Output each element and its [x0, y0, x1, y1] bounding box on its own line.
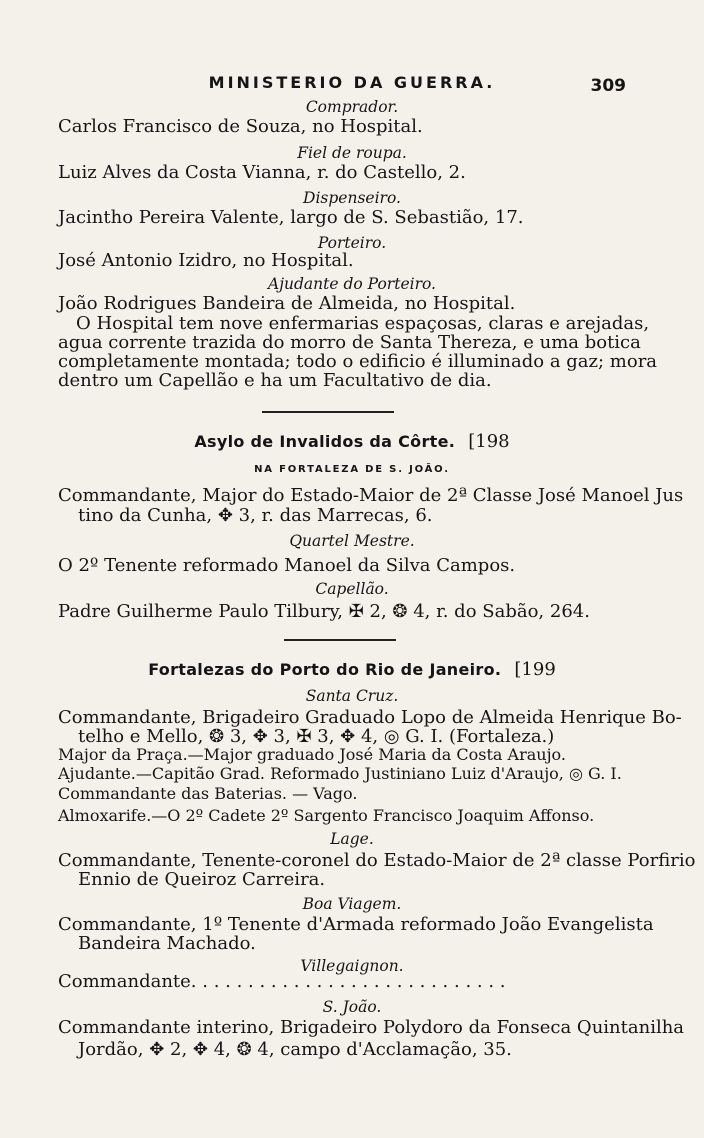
sao-joao-commander-cont: Jordão, ✥ 2, ✥ 4, ❂ 4, campo d'Acclamação, 35.: [78, 1039, 512, 1060]
section-divider: [262, 411, 394, 413]
section-boa-viagem: Boa Viagem.: [302, 895, 402, 913]
hospital-desc-line: O Hospital tem nove enfermarias espaçosas, claras e arejadas,: [76, 313, 650, 334]
fortalezas-heading: [0, 660, 704, 680]
section-villegaignon: Villegaignon.: [300, 957, 404, 975]
santa-cruz-almoxarife: Almoxarife.—O 2º Cadete 2º Sargento Francisco Joaquim Affonso.: [58, 806, 595, 825]
section-santa-cruz: Santa Cruz.: [305, 687, 399, 705]
section-comprador: Comprador.: [305, 98, 399, 116]
hospital-desc-line: completamente montada; todo o edificio é illuminado a gaz; mora: [58, 351, 658, 372]
santa-cruz-baterias: Commandante das Baterias. — Vago.: [58, 784, 358, 803]
section-dispenseiro: Dispenseiro.: [303, 189, 401, 207]
entry-porteiro: José Antonio Izidro, no Hospital.: [58, 250, 354, 271]
entry-comprador: Carlos Francisco de Souza, no Hospital.: [58, 116, 423, 137]
section-porteiro: Porteiro.: [317, 234, 387, 252]
section-ajudante-porteiro: Ajudante do Porteiro.: [268, 275, 436, 293]
santa-cruz-commander: Commandante, Brigadeiro Graduado Lopo de Almeida Henrique Bo-: [58, 707, 682, 728]
lage-commander: Commandante, Tenente-coronel do Estado-Maior de 2ª classe Porfirio: [58, 850, 696, 871]
entry-fiel: Luiz Alves da Costa Vianna, r. do Castello, 2.: [58, 162, 466, 183]
boa-viagem-commander: Commandante, 1º Tenente d'Armada reformado João Evangelista: [58, 914, 654, 935]
santa-cruz-ajudante: Ajudante.—Capitão Grad. Reformado Justiniano Luiz d'Araujo, ◎ G. I.: [58, 764, 622, 783]
entry-capellao: Padre Guilherme Paulo Tilbury, ✠ 2, ❂ 4, r. do Sabão, 264.: [58, 601, 590, 622]
section-divider: [284, 639, 396, 641]
asylo-title: Asylo de Invalidos da Côrte.: [194, 432, 456, 451]
fortalezas-number: [199: [514, 659, 556, 680]
hospital-desc-line: agua corrente trazida do morro de Santa Thereza, e uma botica: [58, 332, 641, 353]
santa-cruz-commander-cont: telho e Mello, ❂ 3, ✥ 3, ✠ 3, ✥ 4, ◎ G. I. (Fortaleza.): [78, 726, 555, 747]
boa-viagem-commander-cont: Bandeira Machado.: [78, 933, 256, 954]
sao-joao-commander: Commandante interino, Brigadeiro Polydoro da Fonseca Quintanilha: [58, 1017, 685, 1038]
hospital-desc-line: dentro um Capellão e ha um Facultativo de dia.: [58, 370, 492, 391]
running-header: MINISTERIO DA GUERRA.: [208, 73, 496, 92]
section-capellao: Capellão.: [315, 580, 389, 598]
asylo-number: [198: [468, 431, 510, 452]
section-quartel-mestre: Quartel Mestre.: [289, 532, 415, 550]
asylo-heading: [0, 432, 704, 452]
asylo-commander-cont: tino da Cunha, ✥ 3, r. das Marrecas, 6.: [78, 505, 433, 526]
lage-commander-cont: Ennio de Queiroz Carreira.: [78, 869, 326, 890]
section-sao-joao: S. João.: [322, 998, 382, 1016]
entry-dispenseiro: Jacintho Pereira Valente, largo de S. Sebastião, 17.: [58, 207, 524, 228]
santa-cruz-major: Major da Praça.—Major graduado José Maria da Costa Araujo.: [58, 745, 566, 764]
entry-ajudante-porteiro: João Rodrigues Bandeira de Almeida, no Hospital.: [58, 293, 516, 314]
fortalezas-title: Fortalezas do Porto do Rio de Janeiro.: [148, 660, 502, 679]
asylo-commander: Commandante, Major do Estado-Maior de 2ª Classe José Manoel Jus: [58, 485, 684, 506]
section-lage: Lage.: [330, 830, 374, 848]
asylo-subheading: NA FORTALEZA DE S. JOÃO.: [254, 464, 450, 475]
page-number: 309: [590, 76, 626, 96]
section-fiel: Fiel de roupa.: [297, 144, 407, 162]
villegaignon-commander: Commandante. . . . . . . . . . . . . . . . . . . . . . . . . . . .: [58, 971, 506, 992]
entry-quartel-mestre: O 2º Tenente reformado Manoel da Silva Campos.: [58, 555, 516, 576]
